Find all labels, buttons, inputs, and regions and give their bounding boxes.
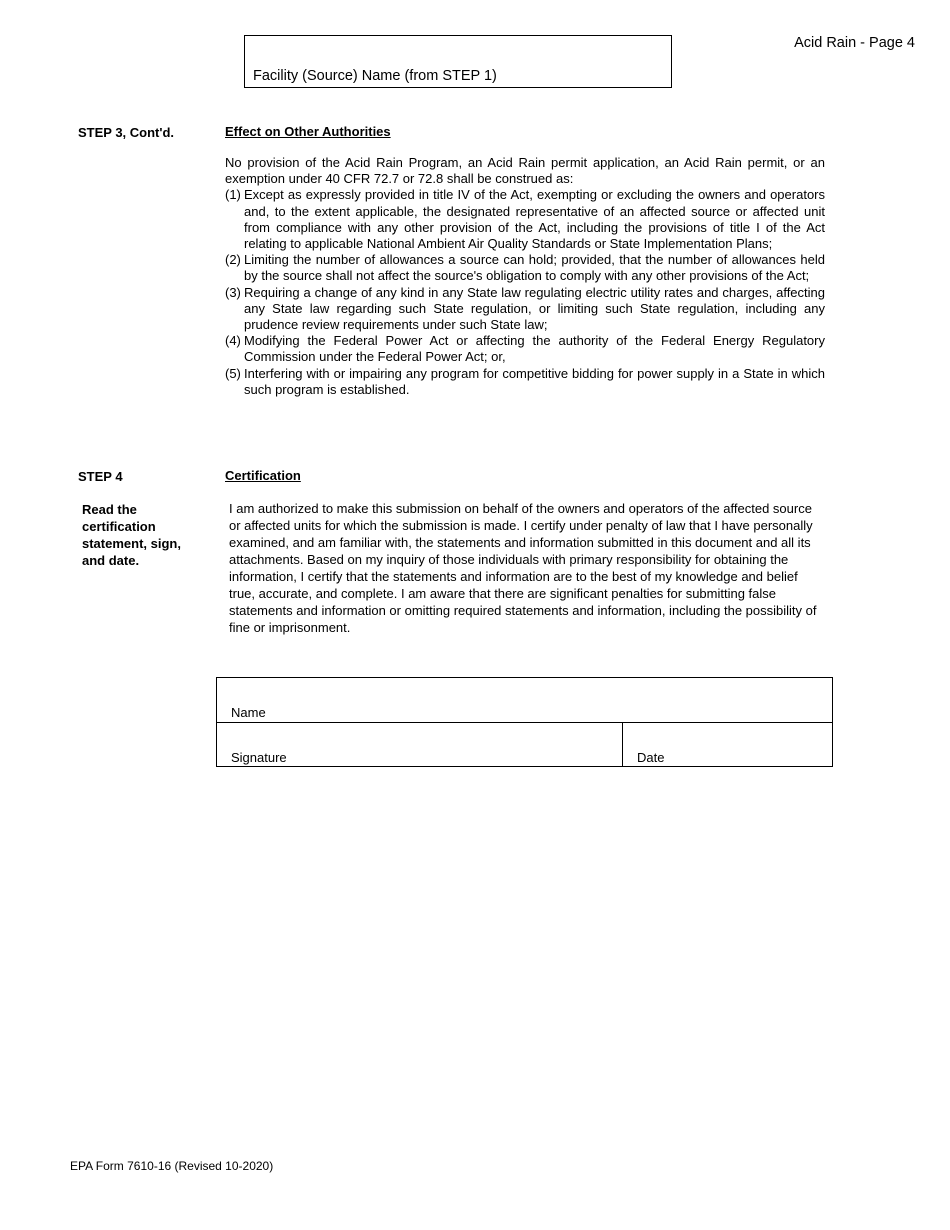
provision-text: Interfering with or impairing any program for competitive bidding for power supply in a State in which such program is established.: [244, 365, 825, 397]
provision-item: [225, 333, 825, 365]
name-field-label[interactable]: Name: [231, 705, 266, 720]
signature-block: [216, 677, 833, 767]
certification-statement: I am authorized to make this submission on behalf of the owners and operators of the affected source or affected units for which the submission is made. I certify under penalty of law that I have personally examined, and am familiar with, the statements and information submitted in this document and all its attachments. Based on my inquiry of those individuals with primary responsibility for obtaining the information, I certify that the statements and information are to the best of my knowledge and belief true, accurate, and complete. I am aware that there are significant penalties for submitting false statements and information or omitting required statements and information, including the possibility of fine or imprisonment.: [229, 501, 817, 635]
page-label: Acid Rain - Page 4: [794, 35, 915, 51]
facility-name-field[interactable]: [244, 35, 672, 88]
provision-list: [225, 187, 825, 398]
column-divider: [622, 722, 623, 766]
step4-label: STEP 4: [78, 469, 123, 484]
provision-item: [225, 285, 825, 334]
provision-number: (3): [225, 284, 241, 300]
step3-body: [225, 155, 825, 398]
signature-field-label[interactable]: Signature: [231, 750, 287, 765]
provision-item: [225, 187, 825, 252]
step3-label: STEP 3, Cont'd.: [78, 125, 175, 140]
provision-number: (2): [225, 252, 241, 268]
provision-item: [225, 252, 825, 284]
provision-text: Limiting the number of allowances a source can hold; provided, that the number of allowances held by the source shall not affect the source's obligation to comply with any other provisions of the Act;: [244, 252, 825, 284]
step4-instruction: Read the certification statement, sign, and date.: [82, 502, 181, 568]
step3-heading: Effect on Other Authorities: [225, 124, 391, 139]
provision-text: Requiring a change of any kind in any State law regulating electric utility rates and charges, affecting any State law regarding such State regulation, or limiting such State regulation, including any prudence review requirements under such State law;: [244, 284, 825, 333]
form-identifier: EPA Form 7610-16 (Revised 10-2020): [70, 1159, 274, 1173]
facility-name-label: Facility (Source) Name (from STEP 1): [253, 68, 497, 84]
provision-number: (1): [225, 187, 241, 203]
provision-text: Except as expressly provided in title IV of the Act, exempting or excluding the owners and operators and, to the extent applicable, the designated representative of an affected source or affected unit from compliance with any other provision of the Act, including the provisions of title I of the Act relating to applicable National Ambient Air Quality Standards or State Implementation Plans;: [244, 187, 825, 252]
certification-heading: Certification: [225, 468, 301, 483]
provision-item: [225, 366, 825, 398]
date-field-label[interactable]: Date: [637, 750, 665, 765]
provision-number: (4): [225, 333, 241, 349]
provision-number: (5): [225, 365, 241, 381]
step3-intro: No provision of the Acid Rain Program, an Acid Rain permit application, an Acid Rain permit, or an exemption under 40 CFR 72.7 or 72.8 shall be construed as:: [225, 155, 825, 187]
row-divider: [217, 722, 832, 723]
provision-text: Modifying the Federal Power Act or affecting the authority of the Federal Energy Regulatory Commission under the Federal Power Act; or,: [244, 333, 825, 365]
